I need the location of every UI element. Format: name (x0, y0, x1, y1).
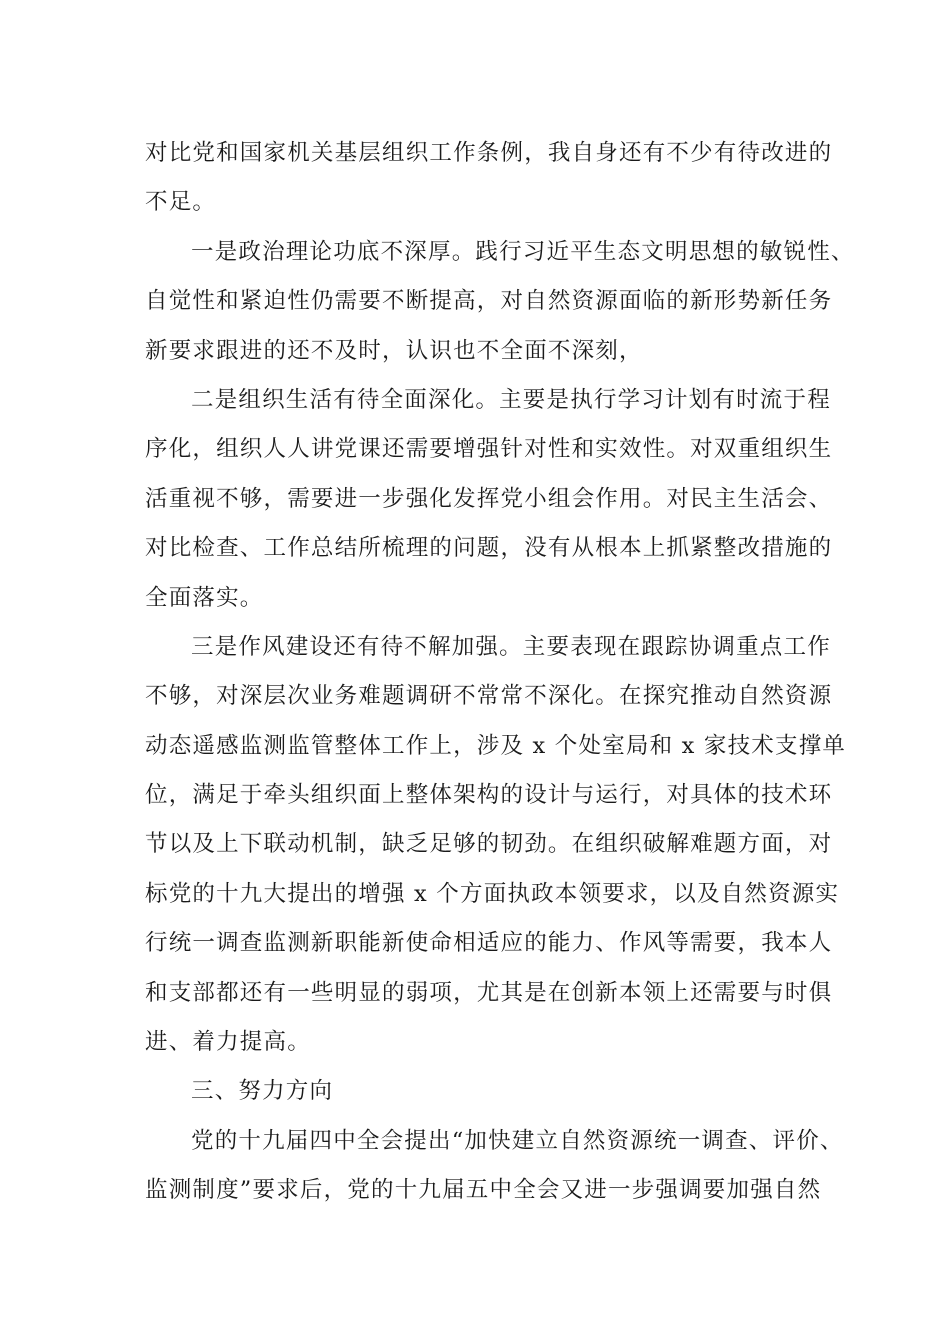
text-line: 进、着力提高。 (145, 1029, 311, 1056)
text-line: 自觉性和紧迫性仍需要不断提高，对自然资源面临的新形势新任务 (145, 288, 833, 315)
text-line: 活重视不够，需要进一步强化发挥党小组会作用。对民主生活会、 (145, 485, 833, 512)
text-line: 监测制度”要求后，党的十九届五中全会又进一步强调要加强自然 (145, 1177, 822, 1204)
text-line: 三是作风建设还有待不解加强。主要表现在跟踪协调重点工作 (191, 633, 831, 660)
text-line: 对比党和国家机关基层组织工作条例，我自身还有不少有待改进的 (145, 140, 833, 166)
text-line: 不够，对深层次业务难题调研不常常不深化。在探究推动自然资源 (145, 683, 833, 710)
text-line: 党的十九届四中全会提出“加快建立自然资源统一调查、评价、 (191, 1127, 844, 1154)
text-line: 全面落实。 (145, 584, 264, 611)
text-line: 新要求跟进的还不及时，认识也不全面不深刻， (145, 337, 643, 364)
text-line: 节以及上下联动机制，缺乏足够的韧劲。在组织破解难题方面，对 (145, 831, 833, 858)
text-line: 动态遥感监测监管整体工作上，涉及 x 个处室局和 x 家技术支撑单 (145, 732, 847, 759)
text-line: 位，满足于牵头组织面上整体架构的设计与运行，对具体的技术环 (145, 782, 833, 809)
section-heading: 三、努力方向 (191, 1078, 334, 1105)
text-line: 一是政治理论功底不深厚。践行习近平生态文明思想的敏锐性、 (191, 238, 855, 265)
text-line: 序化，组织人人讲党课还需要增强针对性和实效性。对双重组织生 (145, 436, 833, 463)
text-line: 和支部都还有一些明显的弱项，尤其是在创新本领上还需要与时俱 (145, 979, 833, 1006)
text-line: 不足。 (145, 189, 217, 216)
text-line: 行统一调查监测新职能新使命相适应的能力、作风等需要，我本人 (145, 930, 833, 957)
body-text (145, 129, 855, 1216)
text-line: 二是组织生活有待全面深化。主要是执行学习计划有时流于程 (191, 386, 831, 413)
text-line: 标党的十九大提出的增强 x 个方面执政本领要求，以及自然资源实 (145, 880, 840, 907)
text-line: 对比检查、工作总结所梳理的问题，没有从根本上抓紧整改措施的 (145, 535, 833, 562)
